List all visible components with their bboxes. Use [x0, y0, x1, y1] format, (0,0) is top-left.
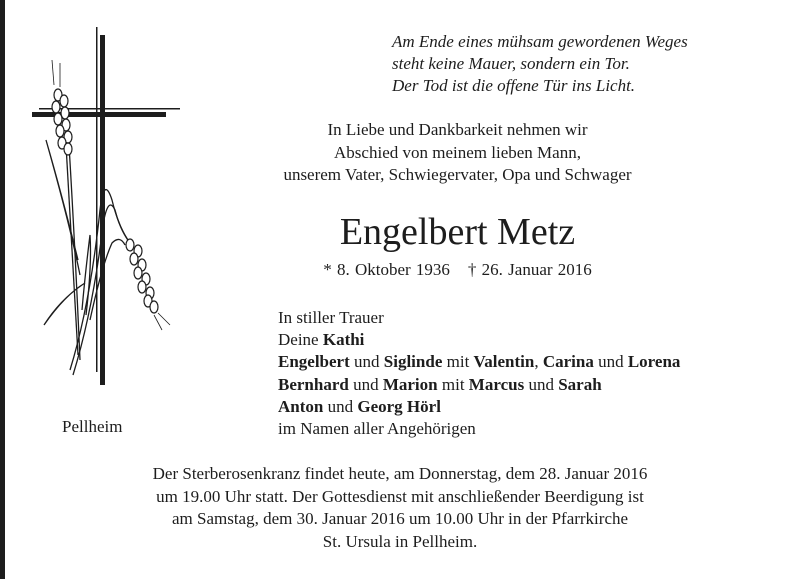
mourner-text: und — [524, 374, 559, 394]
notice-line: Der Sterberosenkranz findet heute, am Donnerstag, dem 28. Januar 2016 — [152, 464, 648, 483]
mourner-name: Anton — [278, 396, 324, 416]
notice-line: St. Ursula in Pellheim. — [322, 531, 478, 551]
quote — [392, 31, 772, 97]
mourner-name: Engelbert — [278, 352, 350, 372]
mourner-name: Carina — [542, 352, 594, 372]
mourner-name: Siglinde — [383, 352, 443, 372]
mourner-text: im Namen aller Angehörigen — [278, 419, 476, 439]
life-dates — [200, 260, 715, 280]
mourner-line — [278, 418, 680, 440]
mourner-text: und — [349, 352, 384, 372]
mourner-line — [278, 396, 680, 418]
mourner-name: Bernhard — [278, 374, 349, 394]
birth-date: * 8. Oktober 1936 — [323, 260, 450, 279]
mourner-text: und — [593, 352, 628, 372]
mourner-text: , — [534, 352, 543, 372]
mourners-list — [278, 307, 680, 440]
mourner-line — [278, 329, 680, 351]
cross-with-wheat-icon — [20, 25, 180, 395]
mourner-text: In stiller Trauer — [278, 308, 384, 327]
intro-line: unserem Vater, Schwiegervater, Opa und Schwager — [283, 165, 632, 184]
notice-line: um 19.00 Uhr statt. Der Gottesdienst mit anschließender Beerdigung ist — [156, 486, 644, 506]
death-date: † 26. Januar 2016 — [467, 260, 592, 279]
mourner-line — [278, 374, 680, 396]
intro-line: Abschied von meinem lieben Mann, — [334, 142, 581, 162]
deceased-name: Engelbert Metz — [339, 211, 576, 253]
mourner-name: Sarah — [558, 374, 602, 394]
mourner-text: und — [348, 374, 383, 394]
mourner-name: Valentin — [473, 352, 535, 372]
mourner-name: Georg Hörl — [357, 396, 441, 416]
funeral-notice — [40, 463, 760, 553]
mourner-name: Kathi — [322, 330, 365, 350]
quote-line: Der Tod ist die offene Tür ins Licht. — [392, 76, 636, 95]
intro-text — [200, 119, 715, 187]
mourner-name: Lorena — [627, 352, 681, 372]
intro-line: In Liebe und Dankbarkeit nehmen wir — [327, 120, 588, 139]
place: Pellheim — [62, 417, 123, 436]
left-border — [0, 0, 5, 579]
mourner-text: Deine — [278, 330, 323, 350]
mourner-name: Marcus — [468, 374, 525, 394]
mourner-text: mit — [437, 374, 469, 394]
quote-line: steht keine Mauer, sondern ein Tor. — [392, 54, 630, 73]
mourner-text: und — [323, 396, 358, 416]
notice-line: am Samstag, dem 30. Januar 2016 um 10.00 Uhr in der Pfarrkirche — [171, 509, 629, 528]
mourner-line — [278, 307, 680, 329]
mourner-line — [278, 351, 680, 373]
quote-line: Am Ende eines mühsam gewordenen Weges — [392, 32, 688, 51]
mourner-text: mit — [442, 352, 474, 372]
mourner-name: Marion — [382, 374, 438, 394]
